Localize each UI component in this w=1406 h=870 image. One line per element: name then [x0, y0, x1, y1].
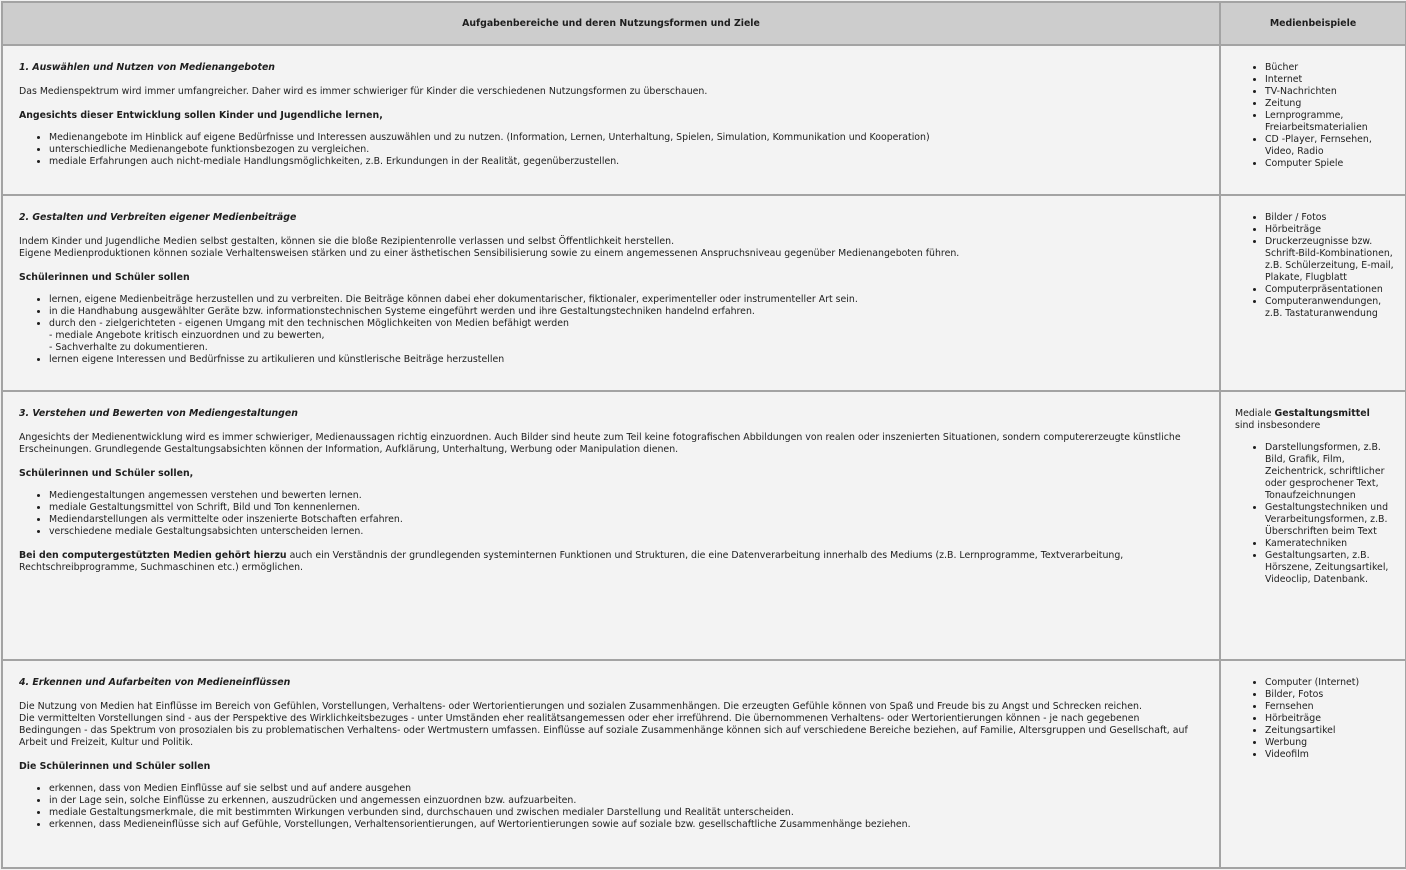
lead-text: Schülerinnen und Schüler sollen: [19, 272, 190, 284]
list-item: • Zeitungsartikel: [1265, 725, 1399, 737]
header-row: [2, 2, 1406, 45]
task-cell: [2, 45, 1220, 195]
list-item: • TV-Nachrichten: [1265, 86, 1399, 98]
header-examples: Medienbeispiele: [1220, 2, 1406, 45]
list-item: • Werbung: [1265, 737, 1399, 749]
list-item: • unterschiedliche Medienangebote funktionsbezogen zu vergleichen.: [49, 144, 1203, 156]
examples-intro-bold: Gestaltungsmittel: [1274, 408, 1370, 420]
list-item: [49, 318, 1203, 354]
list-item: • erkennen, dass Medieneinflüsse sich auf Gefühle, Vorstellungen, Verhaltensorientierungen, auf Wertorientierungen sowie auf soziale bzw. gesellschaftliche Zusammenhänge beziehen.: [49, 819, 1203, 831]
intro-text: Angesichts der Medienentwicklung wird es immer schwieriger, Medienaussagen richtig einzuordnen. Auch Bilder sind heute zum Teil keine fotografischen Abbildungen von realen oder inszenierten Situationen, sondern computererzeugte künstliche Erscheinungen. Grundlegende Gestaltungsabsichten können der Information, Aufklärung, Unterhaltung, Werbung oder Manipulation dienen.: [19, 432, 1181, 456]
list-item: • Computeranwendungen, z.B. Tastaturanwendung: [1265, 296, 1399, 320]
list-item: • erkennen, dass von Medien Einflüsse auf sie selbst und auf andere ausgehen: [49, 783, 1203, 795]
list-item: • Mediendarstellungen als vermittelte oder inszenierte Botschaften erfahren.: [49, 514, 1203, 526]
examples-cell: [1220, 45, 1406, 195]
examples-cell: [1220, 391, 1406, 659]
table-row: [2, 391, 1406, 659]
list-item: • mediale Gestaltungsmerkmale, die mit bestimmten Wirkungen verbunden sind, durchschauen und zwischen medialer Darstellung und Realität unterscheiden.: [49, 807, 1203, 819]
section-title: 1. Auswählen und Nutzen von Medienangeboten: [19, 62, 275, 74]
list-item: • Computer Spiele: [1265, 158, 1399, 170]
list-item: • Computerpräsentationen: [1265, 284, 1399, 296]
closing-rest: auch ein Verständnis der grundlegenden systeminternen Funktionen und Strukturen, die eine Datenverarbeitung innerhalb des Mediums (z.B. Lernprogramme, Textverarbeitung, Rechtschreibprogramme, Suchmaschinen etc.) ermöglichen.: [19, 550, 1124, 574]
examples-intro-post: sind insbesondere: [1235, 420, 1321, 432]
goal-list: [19, 490, 1203, 538]
list-item: • Fernsehen: [1265, 701, 1399, 713]
list-item: • Druckerzeugnisse bzw. Schrift-Bild-Kombinationen, z.B. Schülerzeitung, E-mail, Plakate, Flugblatt: [1265, 236, 1399, 284]
closing-text: [19, 550, 1203, 574]
list-item: • Bilder / Fotos: [1265, 212, 1399, 224]
goal-list: [19, 132, 1203, 168]
examples-cell: [1220, 195, 1406, 391]
intro-text: Das Medienspektrum wird immer umfangreicher. Daher wird es immer schwieriger für Kinder die verschiedenen Nutzungsformen zu überschauen.: [19, 86, 708, 98]
table-row: [2, 660, 1406, 868]
list-item: • Internet: [1265, 74, 1399, 86]
list-item: • Kameratechniken: [1265, 538, 1399, 550]
list-item: • Hörbeiträge: [1265, 224, 1399, 236]
examples-intro: [1235, 408, 1399, 432]
intro-line: Indem Kinder und Jugendliche Medien selbst gestalten, können sie die bloße Rezipientenrolle verlassen und selbst Öffentlichkeit herstellen.: [19, 236, 675, 248]
examples-list: [1235, 677, 1399, 761]
list-item: • Bücher: [1265, 62, 1399, 74]
list-item: • lernen, eigene Medienbeiträge herzustellen und zu verbreiten. Die Beiträge können dabei eher dokumentarischer, fiktionaler, experimenteller oder instrumenteller Art sein.: [49, 294, 1203, 306]
list-item: • Mediengestaltungen angemessen verstehen und bewerten lernen.: [49, 490, 1203, 502]
list-item: • in die Handhabung ausgewählter Geräte bzw. informationstechnischen Systeme eingeführt werden und ihre Gestaltungstechniken handelnd erfahren.: [49, 306, 1203, 318]
task-cell: [2, 660, 1220, 868]
media-competence-table: [1, 1, 1406, 869]
sub-line: - mediale Angebote kritisch einzuordnen und zu bewerten,: [49, 330, 325, 342]
task-cell: [2, 391, 1220, 659]
intro-line: Die vermittelten Vorstellungen sind - aus der Perspektive des Wirklichkeitsbezuges - unter Umständen eher realitätsangemessen oder eher irreführend. Die übernommenen Verhaltens- oder Wertorientierungen können - je nach gegebenen Bedingungen - das Spektrum von prosozialen bis zu problematischen Verhaltens- oder Wertmustern umfassen. Einflüsse auf soziale Zusammenhänge können sich auf verschiedene Bereiche beziehen, auf Familie, Altersgruppen und Gesellschaft, auf Arbeit und Freizeit, Kultur und Politik.: [19, 712, 1188, 748]
task-cell: [2, 195, 1220, 391]
header-tasks: Aufgabenbereiche und deren Nutzungsformen und Ziele: [2, 2, 1220, 45]
list-item: • Darstellungsformen, z.B. Bild, Grafik, Film, Zeichentrick, schriftlicher oder gesprochener Text, Tonaufzeichnungen: [1265, 442, 1399, 502]
intro-line: Eigene Medienproduktionen können soziale Verhaltensweisen stärken und zu einer ästhetischen Sensibilisierung sowie zu einem angemessenen Anspruchsniveau gegenüber Medienangeboten führen.: [19, 248, 960, 260]
lead-text: Die Schülerinnen und Schüler sollen: [19, 760, 211, 772]
goal-list: [19, 783, 1203, 831]
list-item: • Zeitung: [1265, 98, 1399, 110]
section-title: 4. Erkennen und Aufarbeiten von Medieneinflüssen: [19, 676, 291, 688]
list-item: • Lernprogramme, Freiarbeitsmaterialien: [1265, 110, 1399, 134]
lead-text: Angesichts dieser Entwicklung sollen Kinder und Jugendliche lernen,: [19, 110, 383, 122]
list-item: • Gestaltungsarten, z.B. Hörszene, Zeitungsartikel, Videoclip, Datenbank.: [1265, 550, 1399, 586]
lead-text: Schülerinnen und Schüler sollen,: [19, 468, 194, 480]
table-row: [2, 195, 1406, 391]
list-item: • lernen eigene Interessen und Bedürfnisse zu artikulieren und künstlerische Beiträge herzustellen: [49, 354, 1203, 366]
list-item: • mediale Erfahrungen auch nicht-mediale Handlungsmöglichkeiten, z.B. Erkundungen in der Realität, gegenüberzustellen.: [49, 156, 1203, 168]
examples-list: [1235, 442, 1399, 586]
list-item: • Hörbeiträge: [1265, 713, 1399, 725]
sub-line: - Sachverhalte zu dokumentieren.: [49, 342, 208, 354]
table-row: [2, 45, 1406, 195]
examples-cell: [1220, 660, 1406, 868]
list-item-text: durch den - zielgerichteten - eigenen Umgang mit den technischen Möglichkeiten von Medien befähigt werden: [49, 318, 569, 330]
closing-bold: Bei den computergestützten Medien gehört hierzu: [19, 550, 287, 562]
examples-list: [1235, 212, 1399, 320]
examples-intro-pre: Mediale: [1235, 408, 1275, 420]
list-item: • mediale Gestaltungsmittel von Schrift, Bild und Ton kennenlernen.: [49, 502, 1203, 514]
list-item: • Medienangebote im Hinblick auf eigene Bedürfnisse und Interessen auszuwählen und zu nutzen. (Information, Lernen, Unterhaltung, Spielen, Simulation, Kommunikation und Kooperation): [49, 132, 1203, 144]
intro-line: Die Nutzung von Medien hat Einflüsse im Bereich von Gefühlen, Vorstellungen, Verhaltens- oder Wertorientierungen und sozialen Zusammenhängen. Die erzeugten Gefühle können von Spaß und Freude bis zu Angst und Schrecken reichen.: [19, 700, 1142, 712]
list-item: • verschiedene mediale Gestaltungsabsichten unterscheiden lernen.: [49, 526, 1203, 538]
list-item: • CD -Player, Fernsehen, Video, Radio: [1265, 134, 1399, 158]
section-title: 3. Verstehen und Bewerten von Mediengestaltungen: [19, 408, 298, 420]
list-item: • in der Lage sein, solche Einflüsse zu erkennen, auszudrücken und angemessen einzuordnen bzw. aufzuarbeiten.: [49, 795, 1203, 807]
intro-text: [19, 236, 1203, 260]
list-item: • Videofilm: [1265, 749, 1399, 761]
goal-list: [19, 294, 1203, 366]
list-item: • Gestaltungstechniken und Verarbeitungsformen, z.B. Überschriften beim Text: [1265, 502, 1399, 538]
list-item: • Computer (Internet): [1265, 677, 1399, 689]
intro-text: [19, 701, 1203, 749]
examples-list: [1235, 62, 1399, 170]
section-title: 2. Gestalten und Verbreiten eigener Medienbeiträge: [19, 212, 297, 224]
list-item: • Bilder, Fotos: [1265, 689, 1399, 701]
